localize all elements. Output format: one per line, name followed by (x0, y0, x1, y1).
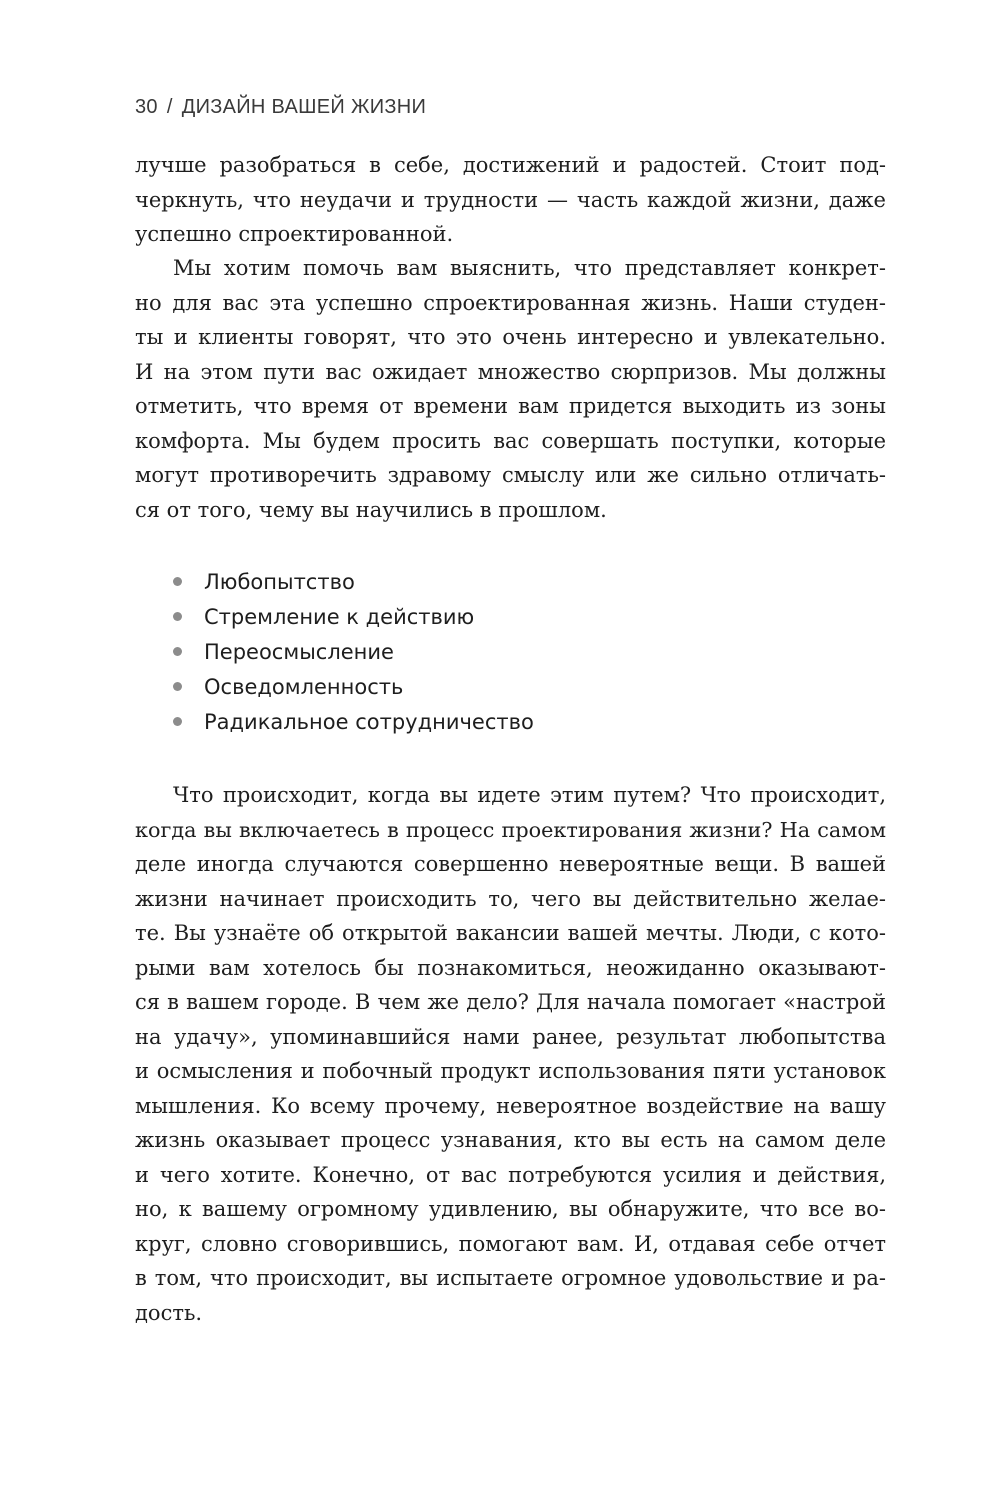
bullet-icon (173, 682, 182, 691)
text-line: ся от того, чему вы научились в прошлом. (135, 497, 607, 522)
text-line: И на этом пути вас ожидает множество сюрпризов. Мы должны (135, 359, 886, 384)
bullet-item (173, 635, 534, 670)
bullet-item (173, 705, 534, 740)
bullet-label: Стремление к действию (204, 605, 475, 629)
bullet-item (173, 600, 534, 635)
bullet-label: Радикальное сотрудничество (204, 710, 534, 734)
text-line: и чего хотите. Конечно, от вас потребуются усилия и действия, (135, 1162, 886, 1187)
paragraph-2 (135, 251, 886, 527)
text-line: жизни начинает происходить то, чего вы действительно желае- (135, 886, 886, 911)
running-header (135, 96, 426, 119)
text-line: но, к вашему огромному удивлению, вы обнаружите, что все во- (135, 1197, 886, 1221)
text-line: ся в вашем городе. В чем же дело? Для начала помогает «настрой (135, 990, 886, 1014)
page-number: 30 (135, 96, 158, 118)
text-line: успешно спроектированной. (135, 222, 454, 246)
text-line: на удачу», упоминавшийся нами ранее, результат любопытства (135, 1024, 886, 1049)
text-line: дость. (135, 1300, 203, 1325)
bullet-icon (173, 717, 182, 726)
book-title: ДИЗАЙН ВАШЕЙ ЖИЗНИ (181, 96, 427, 118)
paragraph-1 (135, 148, 886, 252)
bullet-icon (173, 612, 182, 621)
text-line: те. Вы узнаёте об открытой вакансии вашей мечты. Люди, с кото- (135, 921, 886, 945)
bullet-label: Любопытство (204, 570, 355, 594)
text-line: лучше разобраться в себе, достижений и радостей. Стоит под- (135, 153, 886, 177)
text-line: Мы хотим помочь вам выяснить, что представляет конкрет- (173, 256, 886, 280)
text-line: но для вас эта успешно спроектированная жизнь. Наши студен- (135, 290, 886, 315)
text-line: рыми вам хотелось бы познакомиться, неожиданно оказывают- (135, 955, 886, 980)
bullet-label: Осведомленность (204, 675, 404, 699)
bullet-icon (173, 577, 182, 586)
text-line: деле иногда случаются совершенно невероятные вещи. В вашей (135, 852, 886, 876)
mindset-bullet-list (173, 565, 534, 740)
bullet-item (173, 565, 534, 600)
text-line: когда вы включаетесь в процесс проектирования жизни? На самом (135, 817, 886, 842)
bullet-icon (173, 647, 182, 656)
text-line: мышления. Ко всему прочему, невероятное воздействие на вашу (135, 1093, 886, 1118)
text-line: ты и клиенты говорят, что это очень интересно и увлекательно. (135, 325, 886, 349)
header-separator: / (166, 96, 173, 118)
text-line: комфорта. Мы будем просить вас совершать поступки, которые (135, 428, 886, 453)
text-line: отметить, что время от времени вам придется выходить из зоны (135, 394, 886, 418)
paragraph-3 (135, 778, 886, 1330)
text-line: могут противоречить здравому смыслу или же сильно отличать- (135, 463, 886, 487)
text-line: черкнуть, что неудачи и трудности — часть каждой жизни, даже (135, 187, 886, 212)
bullet-item (173, 670, 534, 705)
text-line: круг, словно сговорившись, помогают вам. И, отдавая себе отчет (135, 1231, 886, 1256)
text-line: в том, что происходит, вы испытаете огромное удовольствие и ра- (135, 1266, 886, 1290)
text-line: Что происходит, когда вы идете этим путем? Что происходит, (173, 783, 886, 807)
bullet-label: Переосмысление (204, 640, 394, 664)
text-line: жизнь оказывает процесс узнавания, кто вы есть на самом деле (135, 1128, 886, 1152)
text-line: и осмысления и побочный продукт использования пяти установок (135, 1059, 886, 1083)
